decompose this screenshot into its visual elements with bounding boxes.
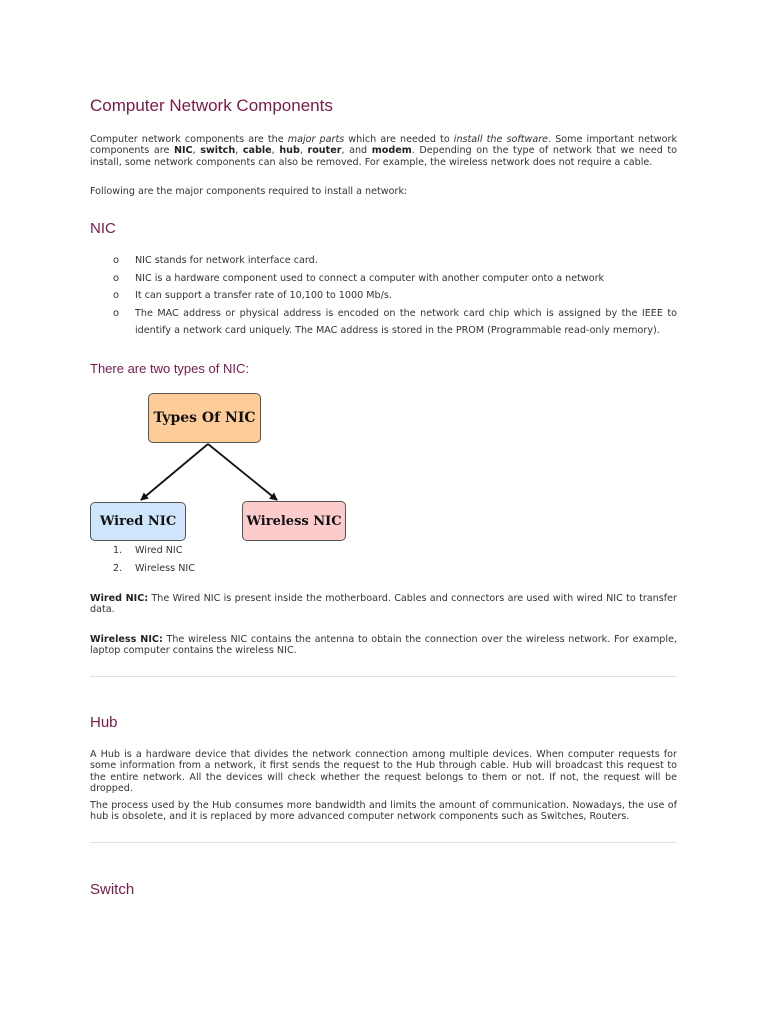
wireless-nic-box: Wireless NIC bbox=[242, 501, 346, 541]
arrow-to-wired bbox=[141, 444, 208, 500]
intro-text: . Depending on the type of network that we need to install, some network components can also be removed. For example, the wireless network does not require a cable. bbox=[90, 145, 678, 168]
term-text: The Wired NIC is present inside the motherboard. Cables and connectors are used with wired NIC to transfer data. bbox=[90, 593, 677, 616]
list-item bbox=[90, 560, 195, 578]
intro-bold: cable bbox=[242, 145, 272, 157]
term-label: Wired NIC: bbox=[90, 593, 149, 604]
intro-sep: , bbox=[235, 145, 243, 157]
list-item: o NIC stands for network interface card. bbox=[90, 252, 677, 270]
intro-bold: modem bbox=[371, 145, 412, 157]
section-heading-switch: Switch bbox=[90, 881, 135, 898]
hub-paragraph-2: The process used by the Hub consumes more bandwidth and limits the amount of communication. Nowadays, the use of hub is obsolete, and it is replaced by more advanced computer network components such as Switches, Routers. bbox=[90, 800, 677, 823]
term-text: The wireless NIC contains the antenna to obtain the connection over the wireless network. For example, laptop computer contains the wireless NIC. bbox=[90, 634, 677, 657]
arrow-to-wireless bbox=[208, 444, 277, 500]
list-label: Wired NIC bbox=[135, 545, 183, 556]
intro-bold: hub bbox=[279, 145, 300, 157]
list-number: 1. bbox=[113, 545, 123, 556]
term-label: Wireless NIC: bbox=[90, 634, 163, 645]
wired-nic-box: Wired NIC bbox=[90, 502, 186, 541]
intro-sep: , bbox=[299, 145, 308, 157]
intro-bold: NIC bbox=[173, 145, 193, 157]
nic-facts-list bbox=[90, 252, 677, 340]
wireless-nic-paragraph bbox=[90, 634, 677, 657]
list-item: o NIC is a hardware component used to connect a computer with another computer onto a network bbox=[90, 270, 677, 288]
list-item bbox=[90, 542, 195, 560]
section-divider bbox=[90, 676, 677, 677]
list-number: 2. bbox=[113, 563, 123, 574]
nic-types-diagram bbox=[90, 392, 350, 544]
page-title: Computer Network Components bbox=[90, 96, 333, 115]
intro-text: . Some important network components are bbox=[90, 134, 677, 157]
section-heading-nic: NIC bbox=[90, 220, 116, 237]
nic-types-heading: There are two types of NIC: bbox=[90, 361, 249, 376]
intro-sep: , and bbox=[341, 145, 372, 157]
intro-text: Computer network components are the bbox=[90, 134, 288, 145]
hub-paragraph-1: A Hub is a hardware device that divides the network connection among multiple devices. When computer requests for some information from a network, it first sends the request to the Hub through cable. Hub will broadcast this request to the entire network. All the devices will check whether the request belongs to them or not. If not, the request will be dropped. bbox=[90, 749, 677, 795]
intro-emphasis: major parts bbox=[287, 134, 345, 145]
intro-emphasis: install the software bbox=[453, 134, 549, 145]
wired-nic-paragraph bbox=[90, 593, 677, 616]
intro-text: which are needed to bbox=[344, 134, 454, 145]
intro-paragraph bbox=[90, 134, 677, 168]
intro-sep: , bbox=[271, 145, 280, 157]
list-item: o It can support a transfer rate of 10,100 to 1000 Mb/s. bbox=[90, 287, 677, 305]
section-heading-hub: Hub bbox=[90, 714, 118, 731]
intro-sep: , bbox=[192, 145, 201, 157]
types-of-nic-box: Types Of NIC bbox=[148, 393, 261, 443]
following-paragraph: Following are the major components required to install a network: bbox=[90, 186, 408, 197]
section-divider bbox=[90, 842, 677, 843]
list-item: o The MAC address or physical address is encoded on the network card chip which is assigned by the IEEE to identify a network card uniquely. The MAC address is stored in the PROM (Programmable read-only memory). bbox=[90, 305, 677, 340]
nic-types-list bbox=[90, 542, 195, 578]
intro-bold: switch bbox=[200, 145, 236, 157]
intro-bold: router bbox=[307, 145, 342, 157]
list-label: Wireless NIC bbox=[135, 563, 195, 574]
